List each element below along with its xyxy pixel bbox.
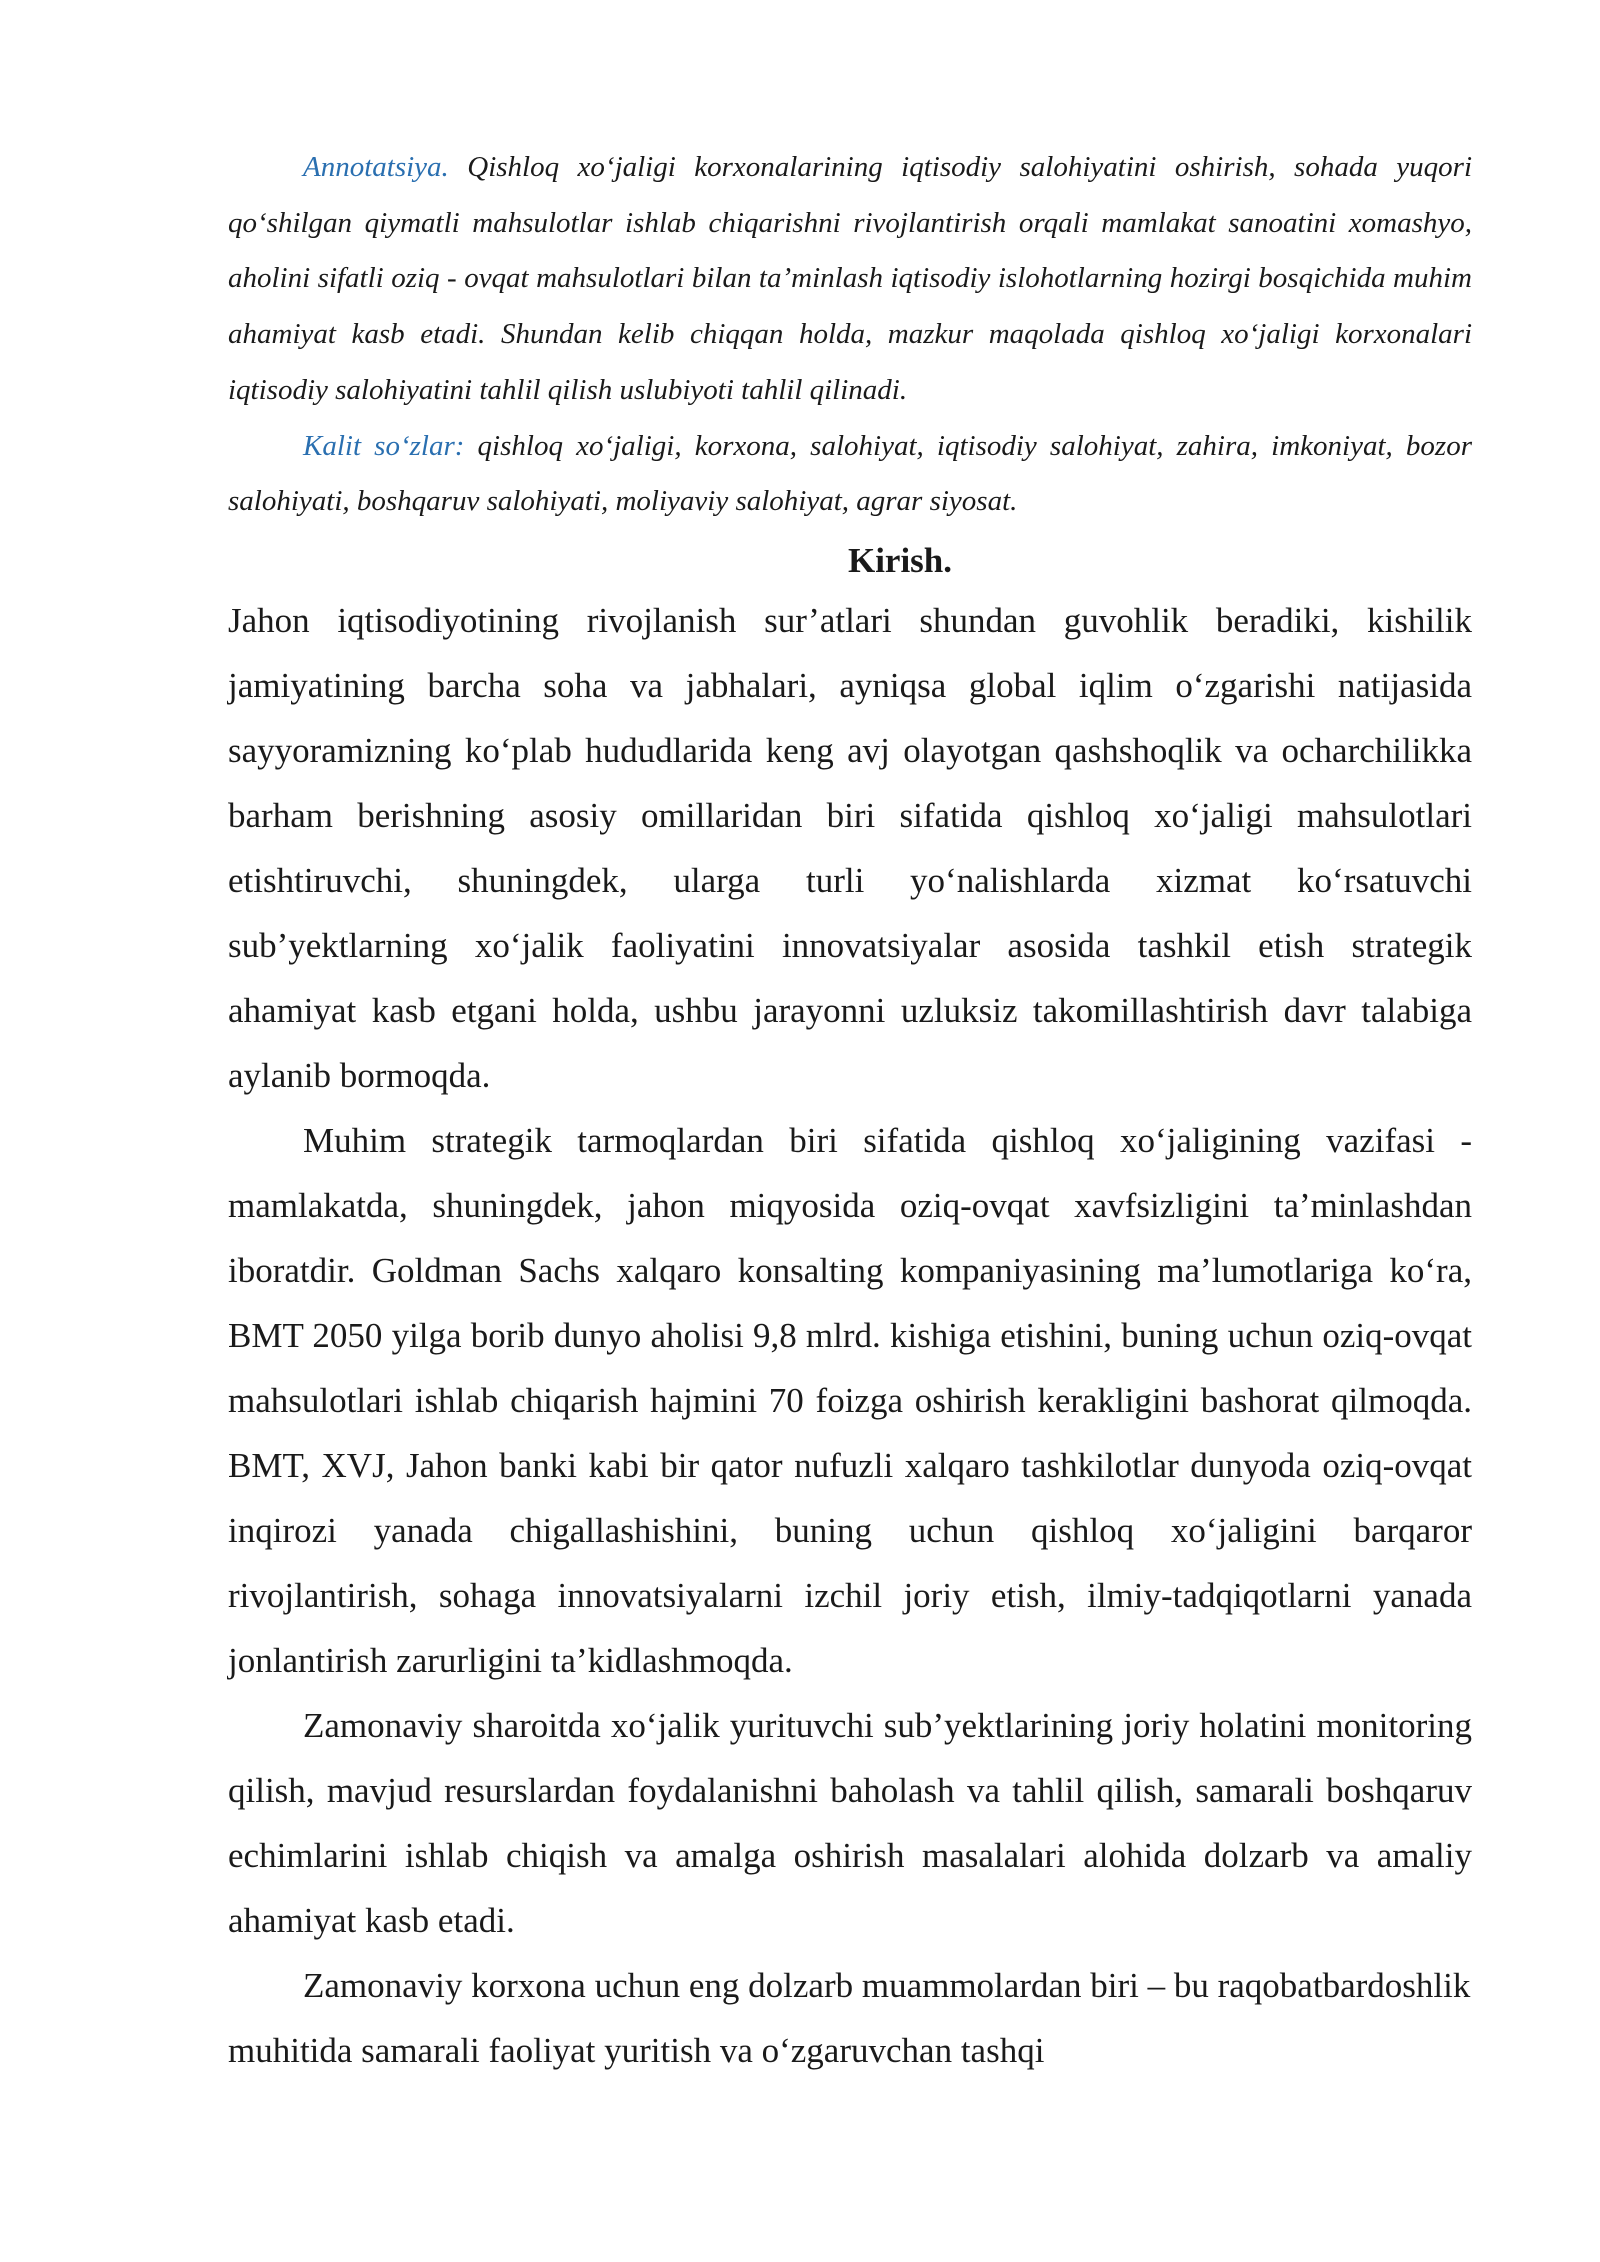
keywords-text: qishloq xo‘jaligi, korxona, salohiyat, iqtisodiy salohiyat, zahira, imkoniyat, bozor salohiyati, boshqaruv salohiyati, moliyaviy salohiyat, agrar siyosat. [228,429,1472,518]
document-page [228,140,1472,2083]
keywords-label: Kalit so‘zlar: [303,429,465,462]
body-paragraph: Zamonaviy sharoitda xo‘jalik yurituvchi sub’yektlarining joriy holatini monitoring qilish, mavjud resurslardan foydalanishni baholash va tahlil qilish, samarali boshqaruv echimlarini ishlab chiqish va amalga oshirish masalalari alohida dolzarb va amaliy ahamiyat kasb etadi. [228,1705,1472,1940]
body-paragraph: Muhim strategik tarmoqlardan biri sifatida qishloq xo‘jaligining vazifasi - mamlakatda, shuningdek, jahon miqyosida oziq-ovqat xavfsizligini ta’minlashdan iboratdir. Goldman Sachs xalqaro konsalting kompaniyasining ma’lumotlariga ko‘ra, BMT 2050 yilga borib dunyo aholisi 9,8 mlrd. kishiga etishini, buning uchun oziq-ovqat mahsulotlari ishlab chiqarish hajmini 70 foizga oshirish kerakligini bashorat qilmoqda. BMT, XVJ, Jahon banki kabi bir qator nufuzli xalqaro tashkilotlar dunyoda oziq-ovqat inqirozi yanada chigallashishini, buning uchun qishloq xo‘jaligini barqaror rivojlantirish, sohaga innovatsiyalarni izchil joriy etish, ilmiy-tadqiqotlarni yanada jonlantirish zarurligini ta’kidlashmoqda. [228,1120,1472,1680]
section-heading: Kirish. [847,540,953,580]
body-text [228,588,1472,2083]
abstract-label: Annotatsiya. [303,151,449,183]
body-paragraph: Zamonaviy korxona uchun eng dolzarb muammolardan biri – bu raqobatbardoshlik muhitida samarali faoliyat yuritish va o‘zgaruvchan tashqi [228,1965,1471,2070]
abstract-paragraph [228,140,1472,419]
body-paragraph: Jahon iqtisodiyotining rivojlanish sur’atlari shundan guvohlik beradiki, kishilik jamiyatining barcha soha va jabhalari, ayniqsa global iqlim o‘zgarishi natijasida sayyoramizning ko‘plab hududlarida keng avj olayotgan qashshoqlik va ocharchilikka barham berishning asosiy omillaridan biri sifatida qishloq xo‘jaligi mahsulotlari etishtiruvchi, shuningdek, ularga turli yo‘nalishlarda xizmat ko‘rsatuvchi sub’yektlarning xo‘jalik faoliyatini innovatsiyalar asosida tashkil etish strategik ahamiyat kasb etgani holda, ushbu jarayonni uzluksiz takomillashtirish davr talabiga aylanib bormoqda. [228,600,1472,1095]
keywords-paragraph [228,419,1472,530]
abstract-text: Qishloq xo‘jaligi korxonalarining iqtisodiy salohiyatini oshirish, sohada yuqori qo‘shilgan qiymatli mahsulotlar ishlab chiqarishni rivojlantirish orqali mamlakat sanoatini xomashyo, aholini sifatli oziq - ovqat mahsulotlari bilan ta’minlash iqtisodiy islohotlarning hozirgi bosqichida muhim ahamiyat kasb etadi. Shundan kelib chiqqan holda, mazkur maqolada qishloq xo‘jaligi korxonalari iqtisodiy salohiyatini tahlil qilish uslubiyoti tahlil qilinadi. [228,151,1473,406]
abstract-section [228,140,1472,530]
